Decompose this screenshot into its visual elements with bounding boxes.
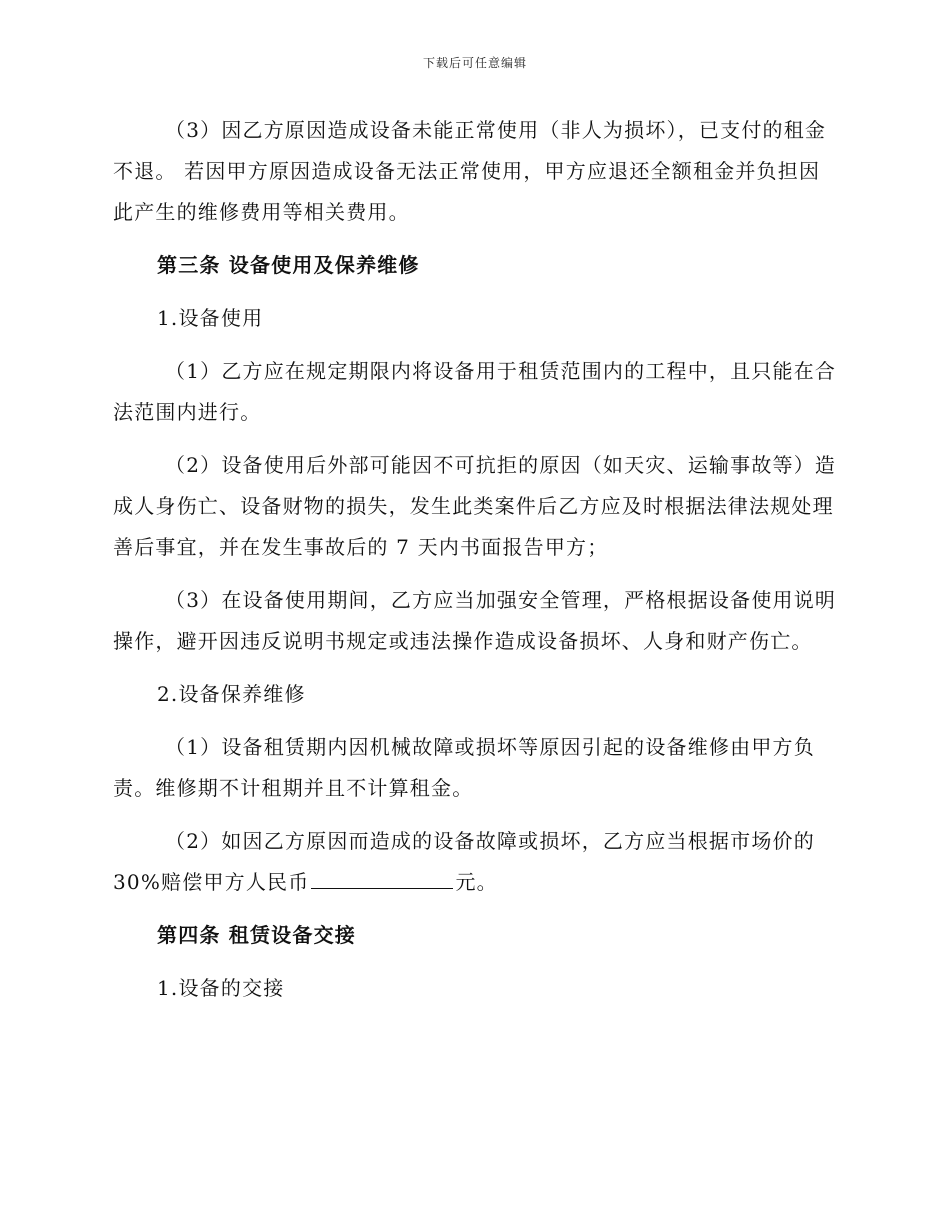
compensation-unit: 元。 [455,870,498,894]
paragraph-safety-management: （3）在设备使用期间，乙方应当加强安全管理，严格根据设备使用说明操作，避开因违反说明书规定或违法操作造成设备损坏、人身和财产伤亡。 [113,588,837,653]
section-maintenance: 2.设备保养维修 [157,682,306,706]
section-equipment-use: 1.设备使用 [157,306,264,330]
paragraph-compensation [113,821,837,903]
section-handover: 1.设备的交接 [157,976,285,1000]
paragraph-rent-nonrefund: （3）因乙方原因造成设备未能正常使用（非人为损坏），已支付的租金不退。 若因甲方原因造成设备无法正常使用，甲方应退还全额租金并负担因此产生的维修费用等相关费用。 [113,118,827,224]
header-note: 下载后可任意编辑 [422,56,527,70]
amount-blank-field [311,870,453,889]
compensation-text: （2）如因乙方原因而造成的设备故障或损坏，乙方应当根据市场价的30%赔偿甲方人民币 [113,829,815,894]
paragraph-repair-responsibility: （1）设备租赁期内因机械故障或损坏等原因引起的设备维修由甲方负责。维修期不计租期并且不计算租金。 [113,735,815,800]
article-4-heading: 第四条 租赁设备交接 [157,923,356,947]
article-3-heading: 第三条 设备使用及保养维修 [157,253,420,277]
document-body [113,110,837,1021]
paragraph-accident-handling: （2）设备使用后外部可能因不可抗拒的原因（如天灾、运输事故等）造成人身伤亡、设备财物的损失，发生此类案件后乙方应及时根据法律法规处理善后事宜，并在发生事故后的 7 天内书面报告甲方； [113,453,837,559]
paragraph-use-scope: （1）乙方应在规定期限内将设备用于租赁范围内的工程中，且只能在合法范围内进行。 [113,359,837,424]
